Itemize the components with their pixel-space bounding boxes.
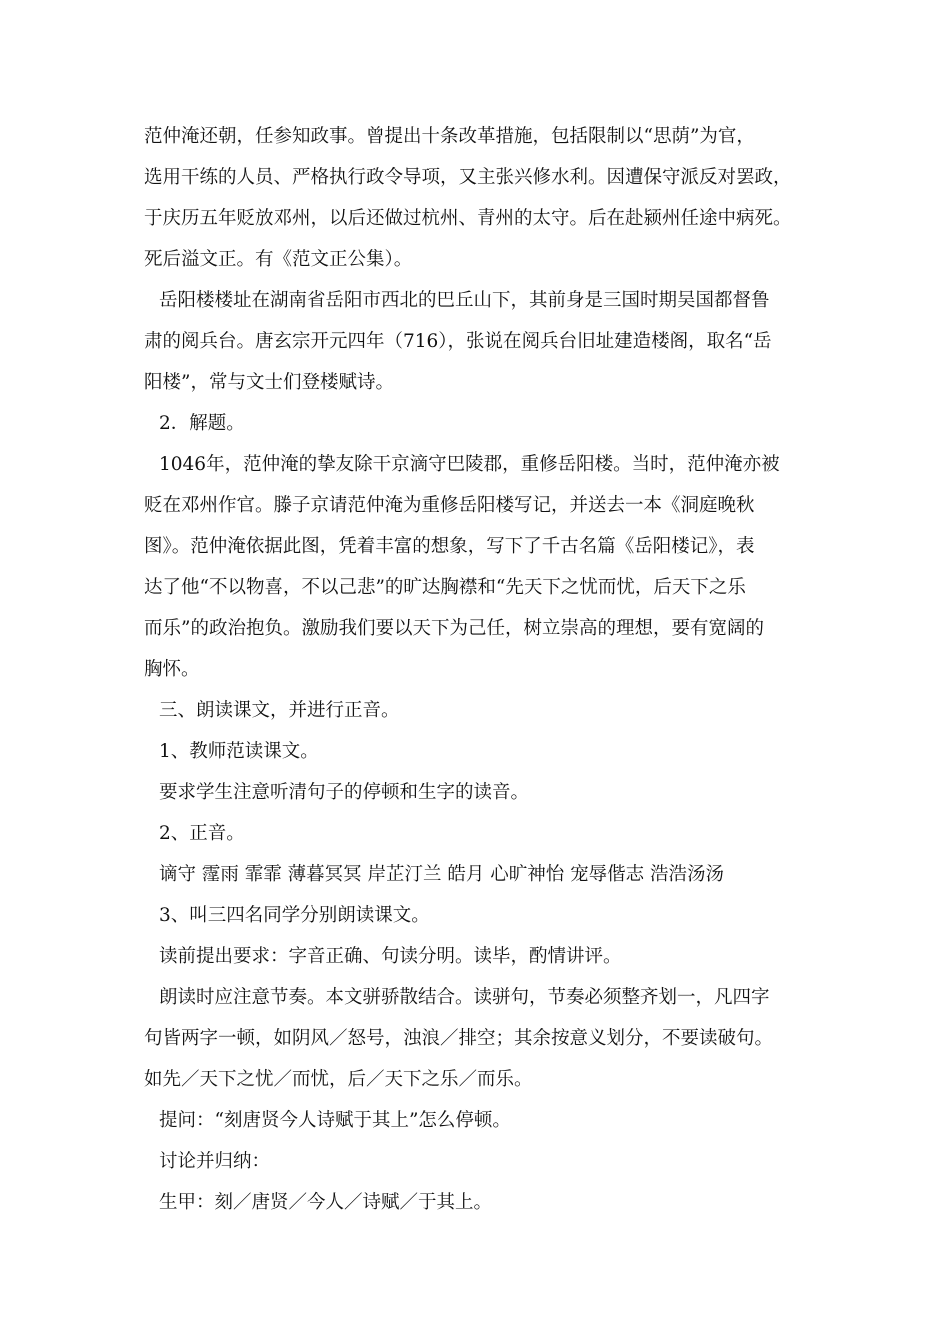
text-line: 如先／天下之忧／而忧，后／天下之乐／而乐。 xyxy=(144,1069,533,1090)
text-line: 选用干练的人员、严格执行政令导项，又主张兴修水利。因遭保守派反对罢政， xyxy=(144,167,792,188)
text-line: 于庆历五年贬放邓州，以后还做过杭州、青州的太守。后在赴颍州任途中病死。 xyxy=(144,208,792,229)
text-line: 1046年，范仲淹的挚友除干京滴守巴陵郡，重修岳阳楼。当时，范仲淹亦被 xyxy=(159,454,780,475)
text-line: 句皆两字一顿，如阴风／怒号，浊浪／排空；其余按意义划分，不要读破句。 xyxy=(144,1028,774,1049)
text-line: 胸怀。 xyxy=(144,659,200,680)
text-line: 朗读时应注意节奏。本文骈骄散结合。读骈句，节奏必须整齐划一，凡四字 xyxy=(159,987,770,1008)
text-line: 提问：“刻唐贤今人诗赋于其上”怎么停顿。 xyxy=(159,1110,511,1131)
text-line: 贬在邓州作官。滕子京请范仲淹为重修岳阳楼写记，并送去一本《洞庭晚秋 xyxy=(144,495,755,516)
text-line: 岳阳楼楼址在湖南省岳阳市西北的巴丘山下，其前身是三国时期吴国都督鲁 xyxy=(159,290,770,311)
text-line: 讨论并归纳： xyxy=(159,1151,271,1172)
text-line: 死后溢文正。有《范文正公集）。 xyxy=(144,249,413,270)
text-line: 1、教师范读课文。 xyxy=(159,741,319,762)
text-line: 3、叫三四名同学分别朗读课文。 xyxy=(159,905,430,926)
text-line: 要求学生注意听清句子的停顿和生字的读音。 xyxy=(159,782,530,803)
text-line: 肃的阅兵台。唐玄宗开元四年（716），张说在阅兵台旧址建造楼阁，取名“岳 xyxy=(144,331,772,352)
text-line: 而乐”的政治抱负。激励我们要以天下为己任，树立崇高的理想，要有宽阔的 xyxy=(144,618,764,639)
text-line: 范仲淹还朝，任参知政事。曾提出十条改革措施，包括限制以“思荫”为官， xyxy=(144,126,755,147)
text-line: 2、正音。 xyxy=(159,823,245,844)
text-line: 达了他“不以物喜，不以己悲”的旷达胸襟和“先天下之忧而忧，后天下之乐 xyxy=(144,577,746,598)
text-line: 谪守 霪雨 霏霏 薄暮冥冥 岸芷汀兰 皓月 心旷神怡 宠辱偕志 浩浩汤汤 xyxy=(159,864,725,885)
text-line: 生甲：刻／唐贤／今人／诗赋／于其上。 xyxy=(159,1192,493,1213)
text-line: 读前提出要求：字音正确、句读分明。读毕，酌情讲评。 xyxy=(159,946,622,967)
text-line: 阳楼”，常与文士们登楼赋诗。 xyxy=(144,372,394,393)
document-body xyxy=(144,116,824,1223)
section-heading: 2．解题。 xyxy=(159,413,245,434)
text-line: 图》。范仲淹依据此图，凭着丰富的想象，写下了千古名篇《岳阳楼记》，表 xyxy=(144,536,755,557)
section-heading: 三、朗读课文，并进行正音。 xyxy=(159,700,400,721)
